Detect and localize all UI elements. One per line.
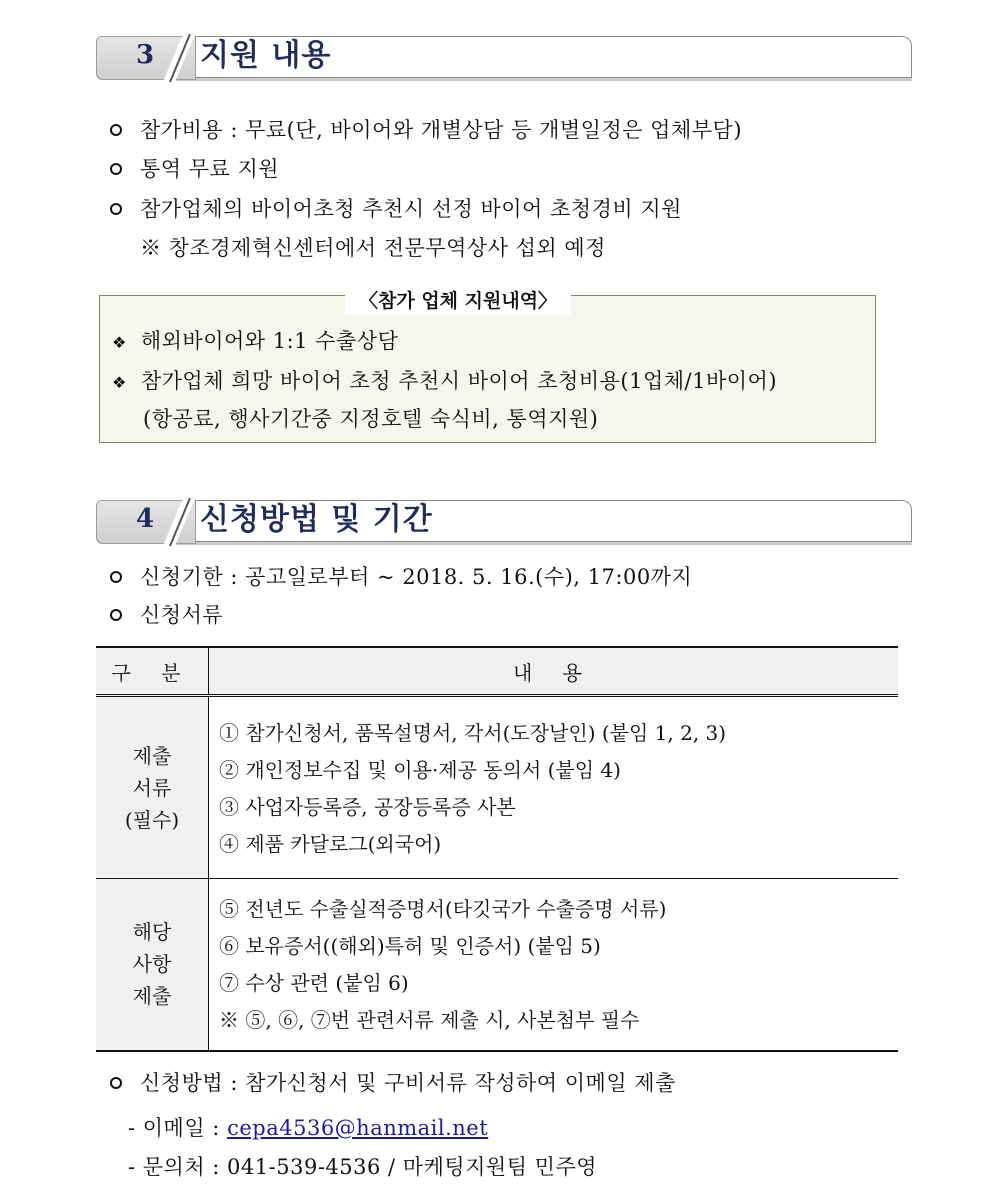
category-line: 제출	[132, 984, 172, 1009]
category-line: 제출	[132, 743, 172, 768]
support-item	[112, 367, 777, 397]
document-item: ⑦ 수상 관련 (붙임 6)	[219, 971, 409, 996]
bullet-item	[110, 601, 223, 629]
bullet-item	[110, 155, 279, 183]
document-item: ④ 제품 카달로그(외국어)	[219, 831, 442, 856]
circle-bullet-icon	[110, 609, 122, 621]
table-row	[96, 696, 898, 879]
section-number: 3	[135, 40, 155, 70]
section-4-header	[96, 500, 912, 544]
document-item: ② 개인정보수집 및 이용·제공 동의서 (붙임 4)	[219, 757, 621, 782]
category-cell	[96, 879, 209, 1051]
section-number: 4	[135, 504, 155, 534]
circle-bullet-icon	[110, 163, 122, 175]
documents-table	[96, 646, 898, 1052]
bullet-text: 참가비용 : 무료(단, 바이어와 개별상담 등 개별일정은 업체부담)	[140, 118, 743, 142]
bullet-text: 신청기한 : 공고일로부터 ~ 2018. 5. 16.(수), 17:00까지	[140, 565, 693, 589]
bullet-item	[110, 195, 682, 223]
bullet-text: 신청방법 : 참가신청서 및 구비서류 작성하여 이메일 제출	[140, 1071, 676, 1095]
section-title: 신청방법 및 기간	[200, 502, 433, 537]
bullet-text: 통역 무료 지원	[140, 157, 280, 181]
category-line: 사항	[132, 952, 172, 977]
email-link[interactable]: cepa4536@hanmail.net	[227, 1116, 489, 1140]
section-3-header	[96, 36, 912, 80]
support-item-text: 해외바이어와 1:1 수출상담	[140, 329, 399, 353]
header-content: 내 용	[209, 647, 899, 696]
bullet-item	[110, 1069, 676, 1097]
category-line: 서류	[132, 775, 172, 800]
document-item: ⑤ 전년도 수출실적증명서(타깃국가 수출증명 서류)	[219, 897, 667, 922]
bullet-text: 신청서류	[140, 603, 224, 627]
category-line: 해당	[132, 920, 172, 945]
circle-bullet-icon	[110, 1077, 122, 1089]
diamond-bullet-icon: ❖	[112, 333, 127, 352]
email-label: - 이메일 :	[128, 1116, 220, 1140]
table-header-row	[96, 647, 898, 696]
bullet-item	[110, 116, 742, 144]
contact-line: - 문의처 : 041-539-4536 / 마케팅지원팀 민주영	[128, 1155, 598, 1179]
section-title: 지원 내용	[200, 38, 332, 73]
category-line: (필수)	[124, 807, 180, 832]
items-cell	[209, 696, 899, 879]
document-item: ⑥ 보유증서((해외)특허 및 인증서) (붙임 5)	[219, 934, 601, 959]
circle-bullet-icon	[110, 124, 122, 136]
bullet-text: 참가업체의 바이어초청 추천시 선정 바이어 초청경비 지원	[140, 197, 682, 221]
support-item	[112, 327, 398, 357]
table-row	[96, 879, 898, 1051]
document-item: ① 참가신청서, 품목설명서, 각서(도장날인) (붙임 1, 2, 3)	[219, 720, 727, 745]
note-text: ※ 창조경제혁신센터에서 전문무역상사 섭외 예정	[140, 236, 606, 260]
support-box-title: 〈참가 업체 지원내역〉	[345, 287, 571, 315]
document-item: ※ ⑤, ⑥, ⑦번 관련서류 제출 시, 사본첨부 필수	[219, 1008, 640, 1033]
email-line	[128, 1114, 488, 1142]
circle-bullet-icon	[110, 571, 122, 583]
support-item-text: 참가업체 희망 바이어 초청 추천시 바이어 초청비용(1업체/1바이어)	[140, 369, 778, 393]
bullet-item	[110, 563, 692, 591]
category-cell	[96, 696, 209, 879]
document-item: ③ 사업자등록증, 공장등록증 사본	[219, 794, 516, 819]
circle-bullet-icon	[110, 203, 122, 215]
diamond-bullet-icon: ❖	[112, 373, 127, 392]
items-cell	[209, 879, 899, 1051]
header-category: 구 분	[96, 647, 209, 696]
support-item-continuation: (항공료, 행사기간중 지정호텔 숙식비, 통역지원)	[143, 407, 599, 431]
